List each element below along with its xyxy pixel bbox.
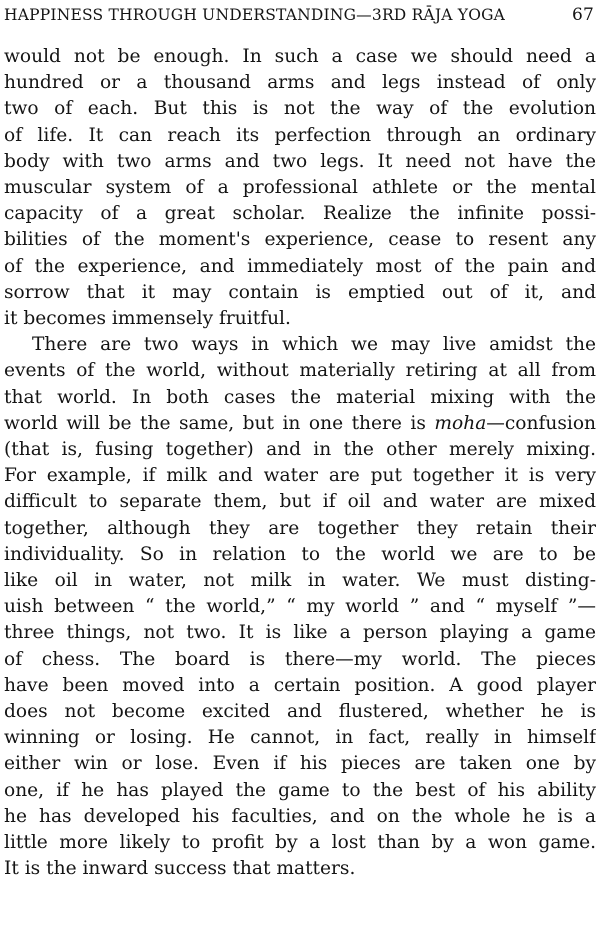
text-line: of the experience, and immediately most of the pain and <box>4 255 596 277</box>
page-number: 67 <box>571 5 594 25</box>
text-line: does not become excited and flustered, whether he is <box>4 701 596 723</box>
running-title: HAPPINESS THROUGH UNDERSTANDING—3RD RĀJA YOGA <box>4 6 506 24</box>
text-line: capacity of a great scholar. Realize the infinite possi- <box>4 203 596 225</box>
italic-term: moha <box>434 412 487 434</box>
text-line: muscular system of a professional athlete or the mental <box>4 177 596 199</box>
text-line: two of each. But this is not the way of the evolution <box>4 98 596 120</box>
book-page <box>4 2 596 938</box>
text-line: body with two arms and two legs. It need not have the <box>4 150 596 172</box>
text-line: For example, if milk and water are put together it is very <box>4 465 596 487</box>
text-line: of life. It can reach its perfection through an ordinary <box>4 124 596 146</box>
text-line: would not be enough. In such a case we should need a <box>4 46 596 67</box>
text-line: (that is, fusing together) and in the other merely mixing. <box>4 439 596 461</box>
text-line: events of the world, without materially retiring at all from <box>4 360 596 382</box>
text-line: There are two ways in which we may live amidst the <box>32 334 596 356</box>
text-line: either win or lose. Even if his pieces are taken one by <box>4 753 596 775</box>
text-line-with-italic <box>4 411 596 437</box>
text-line: have been moved into a certain position. A good player <box>4 674 596 696</box>
text-line: winning or losing. He cannot, in fact, really in himself <box>4 727 596 749</box>
text-line: three things, not two. It is like a person playing a game <box>4 622 596 644</box>
body-text <box>4 44 596 883</box>
text-line: It is the inward success that matters. <box>4 858 356 880</box>
running-header <box>4 2 596 30</box>
text-line: sorrow that it may contain is emptied out of it, and <box>4 281 596 303</box>
text-line: it becomes immensely fruitful. <box>4 308 291 330</box>
text-line: that world. In both cases the material mixing with the <box>4 386 596 408</box>
text-line: difficult to separate them, but if oil and water are mixed <box>4 491 596 513</box>
paragraph-1 <box>4 44 596 332</box>
text-line: of chess. The board is there—my world. The pieces <box>4 648 596 670</box>
text-line: individuality. So in relation to the world we are to be <box>4 543 596 565</box>
text-line: he has developed his faculties, and on the whole he is a <box>4 805 596 827</box>
text-fragment: —confusion <box>486 412 596 434</box>
text-line: like oil in water, not milk in water. We must disting- <box>4 570 596 592</box>
text-line: together, although they are together they retain their <box>4 517 596 539</box>
text-line: one, if he has played the game to the best of his ability <box>4 779 596 801</box>
text-fragment: world will be the same, but in one there is <box>4 412 435 434</box>
text-line: uish between “ the world,” “ my world ” and “ myself ”— <box>4 596 596 618</box>
text-line: bilities of the moment's experience, cease to resent any <box>4 229 596 251</box>
text-line: hundred or a thousand arms and legs instead of only <box>4 72 596 94</box>
paragraph-2 <box>4 332 596 882</box>
text-line: little more likely to profit by a lost than by a won game. <box>4 832 596 854</box>
